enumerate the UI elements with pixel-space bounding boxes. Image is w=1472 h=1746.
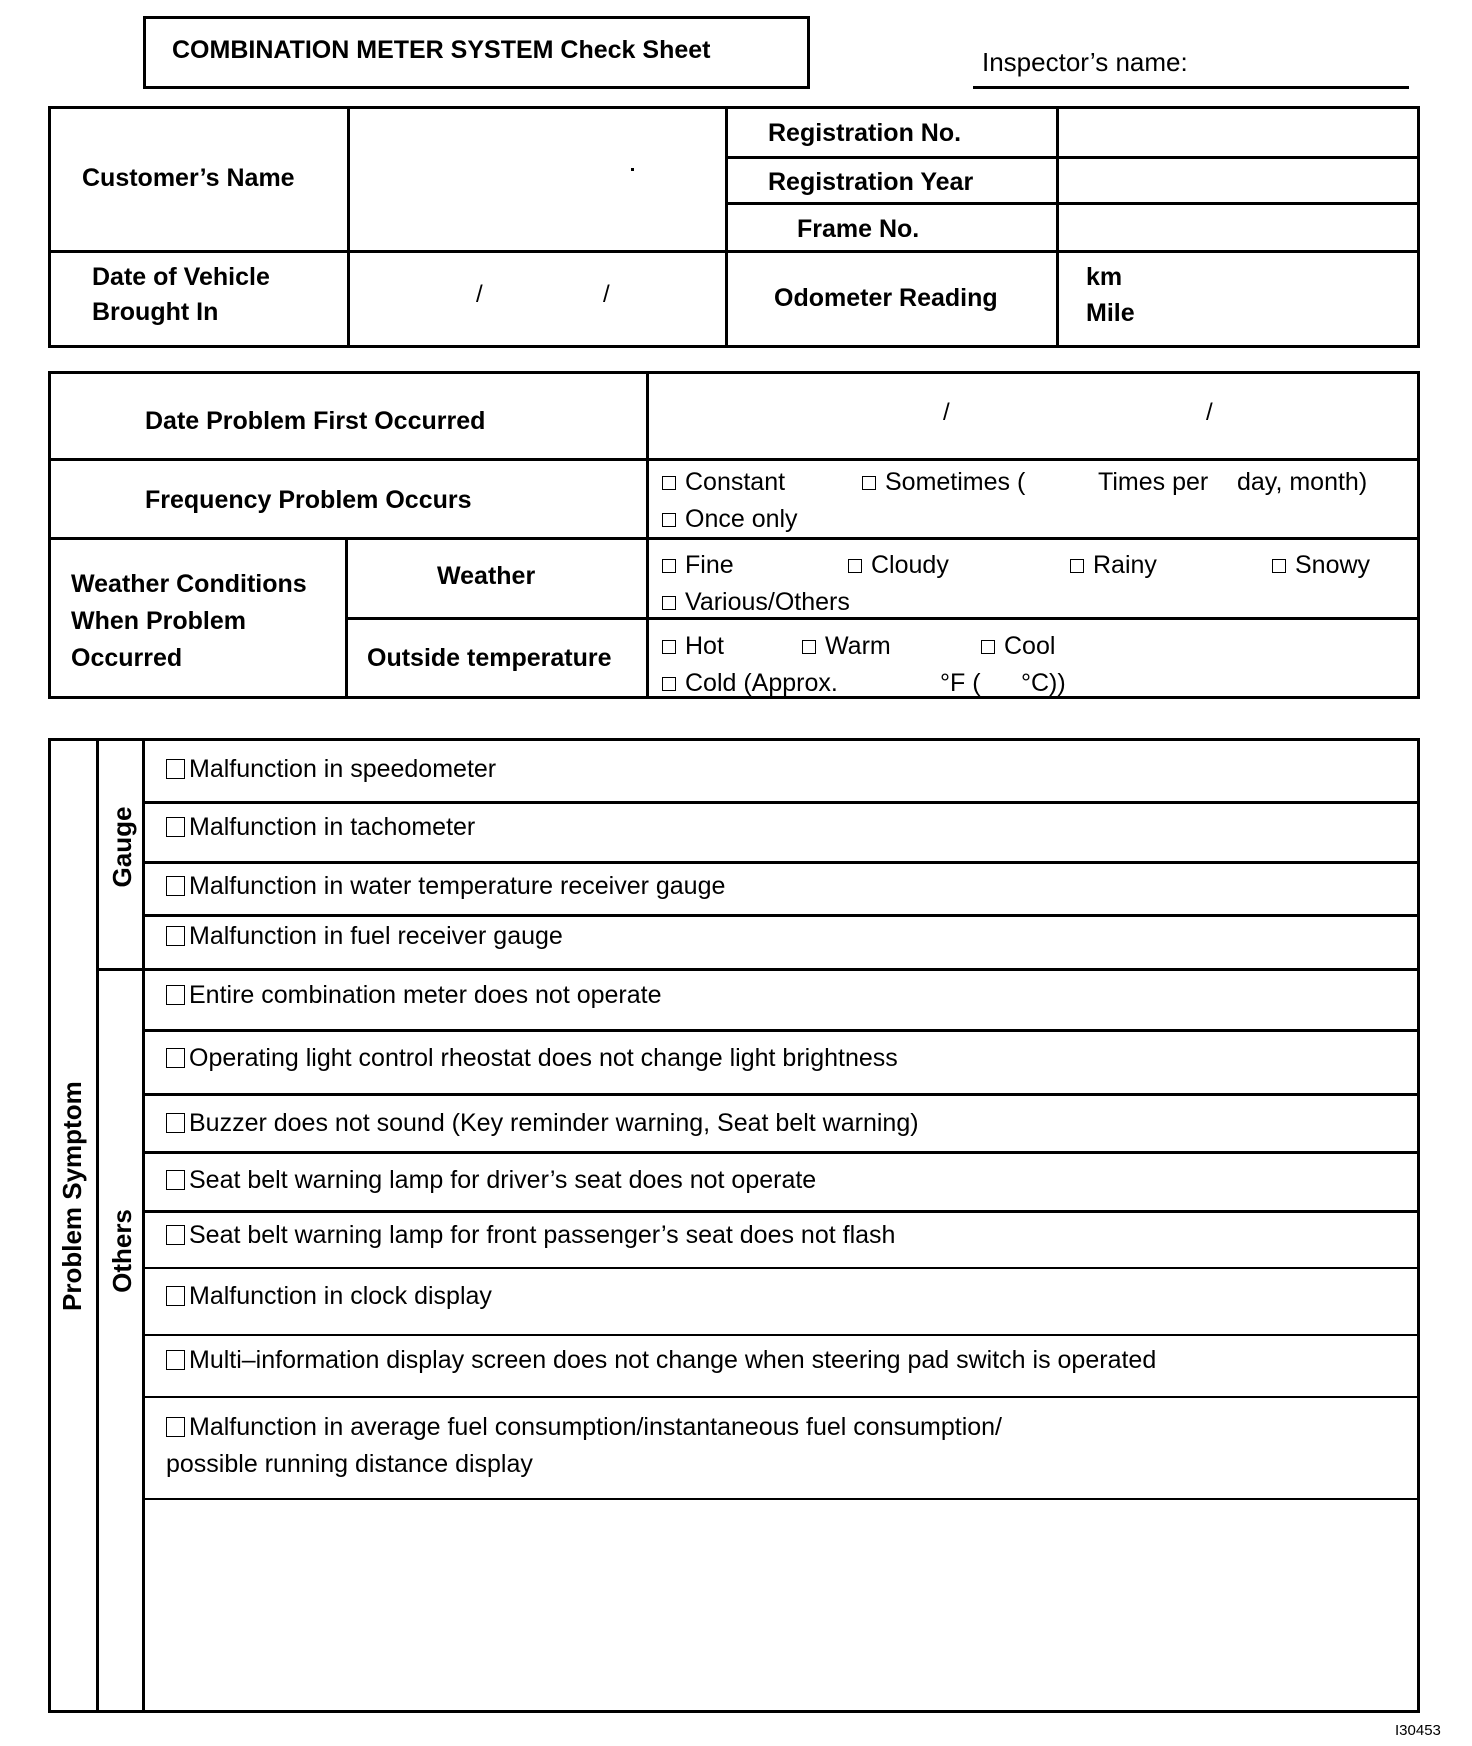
divider <box>96 968 1420 971</box>
frequency-day-month: day, month) <box>1237 468 1368 496</box>
divider <box>96 738 99 1713</box>
divider <box>725 106 728 348</box>
gauge-label: Gauge <box>107 806 137 888</box>
checkbox-icon[interactable] <box>166 1113 185 1133</box>
checkbox-icon[interactable] <box>981 640 995 654</box>
divider <box>142 914 1420 917</box>
date-first-occurred-label: Date Problem First Occurred <box>145 407 486 435</box>
symptom-multi-info-display[interactable]: Multi–information display screen does not change when steering pad switch is operated <box>166 1348 1156 1373</box>
symptom-fuel-consumption-display-line2: possible running distance display <box>166 1450 533 1478</box>
temperature-label: Outside temperature <box>367 644 612 672</box>
checkbox-icon[interactable] <box>662 559 676 573</box>
checkbox-icon[interactable] <box>1070 559 1084 573</box>
date-separator: / <box>1206 399 1213 426</box>
weather-cloudy-option[interactable]: Cloudy <box>848 553 949 578</box>
registration-year-label: Registration Year <box>768 168 974 196</box>
inspector-name-label: Inspector’s name: <box>982 47 1188 77</box>
figure-id: I30453 <box>1395 1722 1441 1739</box>
checkbox-icon[interactable] <box>166 876 185 896</box>
divider <box>142 1093 1420 1096</box>
temperature-hot-option[interactable]: Hot <box>662 634 724 659</box>
registration-year-field[interactable] <box>1059 159 1417 202</box>
weather-fine-option[interactable]: Fine <box>662 553 734 578</box>
symptom-fuel-gauge[interactable]: Malfunction in fuel receiver gauge <box>166 924 563 949</box>
registration-no-field[interactable] <box>1059 109 1417 156</box>
problem-symptom-label: Problem Symptom <box>57 1081 87 1311</box>
inspector-name-line[interactable] <box>973 86 1409 89</box>
symptom-passenger-seatbelt-lamp[interactable]: Seat belt warning lamp for front passenger’s seat does not flash <box>166 1223 895 1248</box>
temperature-cold-option[interactable]: Cold (Approx. <box>662 671 838 696</box>
divider <box>142 1151 1420 1154</box>
odometer-unit-mile: Mile <box>1086 299 1135 327</box>
stray-dot <box>631 168 634 171</box>
weather-snowy-option[interactable]: Snowy <box>1272 553 1370 578</box>
divider <box>48 458 1420 461</box>
date-separator: / <box>603 281 610 308</box>
temperature-f-unit: °F ( <box>940 669 981 697</box>
checkbox-icon[interactable] <box>166 1225 185 1245</box>
symptom-rheostat[interactable]: Operating light control rheostat does not change light brightness <box>166 1046 898 1071</box>
divider <box>142 861 1420 864</box>
frequency-label: Frequency Problem Occurs <box>145 486 472 514</box>
frame-no-label: Frame No. <box>797 215 920 243</box>
date-first-occurred-field[interactable] <box>649 374 1417 458</box>
checkbox-icon[interactable] <box>166 759 185 779</box>
frequency-once-only-option[interactable]: Once only <box>662 507 798 532</box>
weather-group-label-line2: When Problem <box>71 607 247 635</box>
weather-group-label-line1: Weather Conditions <box>71 570 307 598</box>
registration-no-label: Registration No. <box>768 119 962 147</box>
weather-label: Weather <box>437 562 536 590</box>
checkbox-icon[interactable] <box>662 640 676 654</box>
temperature-c-unit: °C)) <box>1021 669 1066 697</box>
divider <box>345 617 1420 620</box>
frequency-times-per: Times per <box>1098 468 1209 496</box>
customer-name-label: Customer’s Name <box>82 164 295 192</box>
symptom-speedometer[interactable]: Malfunction in speedometer <box>166 757 496 782</box>
checkbox-icon[interactable] <box>166 1286 185 1306</box>
frequency-sometimes-option[interactable]: Sometimes ( <box>862 470 1025 495</box>
divider <box>142 801 1420 804</box>
checkbox-icon[interactable] <box>662 476 676 490</box>
checkbox-icon[interactable] <box>662 513 676 527</box>
symptom-driver-seatbelt-lamp[interactable]: Seat belt warning lamp for driver’s seat does not operate <box>166 1168 816 1193</box>
checkbox-icon[interactable] <box>662 677 676 691</box>
weather-rainy-option[interactable]: Rainy <box>1070 553 1157 578</box>
checkbox-icon[interactable] <box>848 559 862 573</box>
page-title: COMBINATION METER SYSTEM Check Sheet <box>172 36 711 64</box>
checkbox-icon[interactable] <box>166 985 185 1005</box>
divider <box>142 1396 1420 1398</box>
customer-name-field[interactable] <box>350 109 725 250</box>
symptom-water-temp-gauge[interactable]: Malfunction in water temperature receiver gauge <box>166 874 725 899</box>
date-brought-in-label-line2: Brought In <box>92 298 219 326</box>
odometer-label: Odometer Reading <box>774 284 998 312</box>
checkbox-icon[interactable] <box>1272 559 1286 573</box>
divider <box>142 1267 1420 1269</box>
weather-various-option[interactable]: Various/Others <box>662 590 850 615</box>
frame-no-field[interactable] <box>1059 205 1417 250</box>
date-separator: / <box>476 281 483 308</box>
divider <box>48 537 1420 540</box>
odometer-unit-km: km <box>1086 263 1123 291</box>
divider <box>142 1210 1420 1213</box>
symptom-entire-meter[interactable]: Entire combination meter does not operate <box>166 983 662 1008</box>
symptom-fuel-consumption-display[interactable]: Malfunction in average fuel consumption/instantaneous fuel consumption/ <box>166 1415 1002 1440</box>
divider <box>142 1334 1420 1336</box>
checkbox-icon[interactable] <box>862 476 876 490</box>
frequency-constant-option[interactable]: Constant <box>662 470 785 495</box>
checkbox-icon[interactable] <box>166 1170 185 1190</box>
checkbox-icon[interactable] <box>166 1417 185 1437</box>
symptom-clock-display[interactable]: Malfunction in clock display <box>166 1284 492 1309</box>
checkbox-icon[interactable] <box>166 926 185 946</box>
checkbox-icon[interactable] <box>802 640 816 654</box>
date-separator: / <box>943 399 950 426</box>
temperature-warm-option[interactable]: Warm <box>802 634 891 659</box>
others-label: Others <box>107 1209 137 1293</box>
symptom-tachometer[interactable]: Malfunction in tachometer <box>166 815 475 840</box>
checkbox-icon[interactable] <box>662 596 676 610</box>
checkbox-icon[interactable] <box>166 817 185 837</box>
date-brought-in-label-line1: Date of Vehicle <box>92 263 270 291</box>
checkbox-icon[interactable] <box>166 1350 185 1370</box>
additional-notes-area[interactable] <box>145 1500 1417 1710</box>
symptom-buzzer[interactable]: Buzzer does not sound (Key reminder warning, Seat belt warning) <box>166 1111 919 1136</box>
temperature-cool-option[interactable]: Cool <box>981 634 1055 659</box>
checkbox-icon[interactable] <box>166 1048 185 1068</box>
divider <box>142 1029 1420 1032</box>
date-brought-in-field[interactable] <box>350 253 725 345</box>
weather-group-label-line3: Occurred <box>71 644 183 672</box>
